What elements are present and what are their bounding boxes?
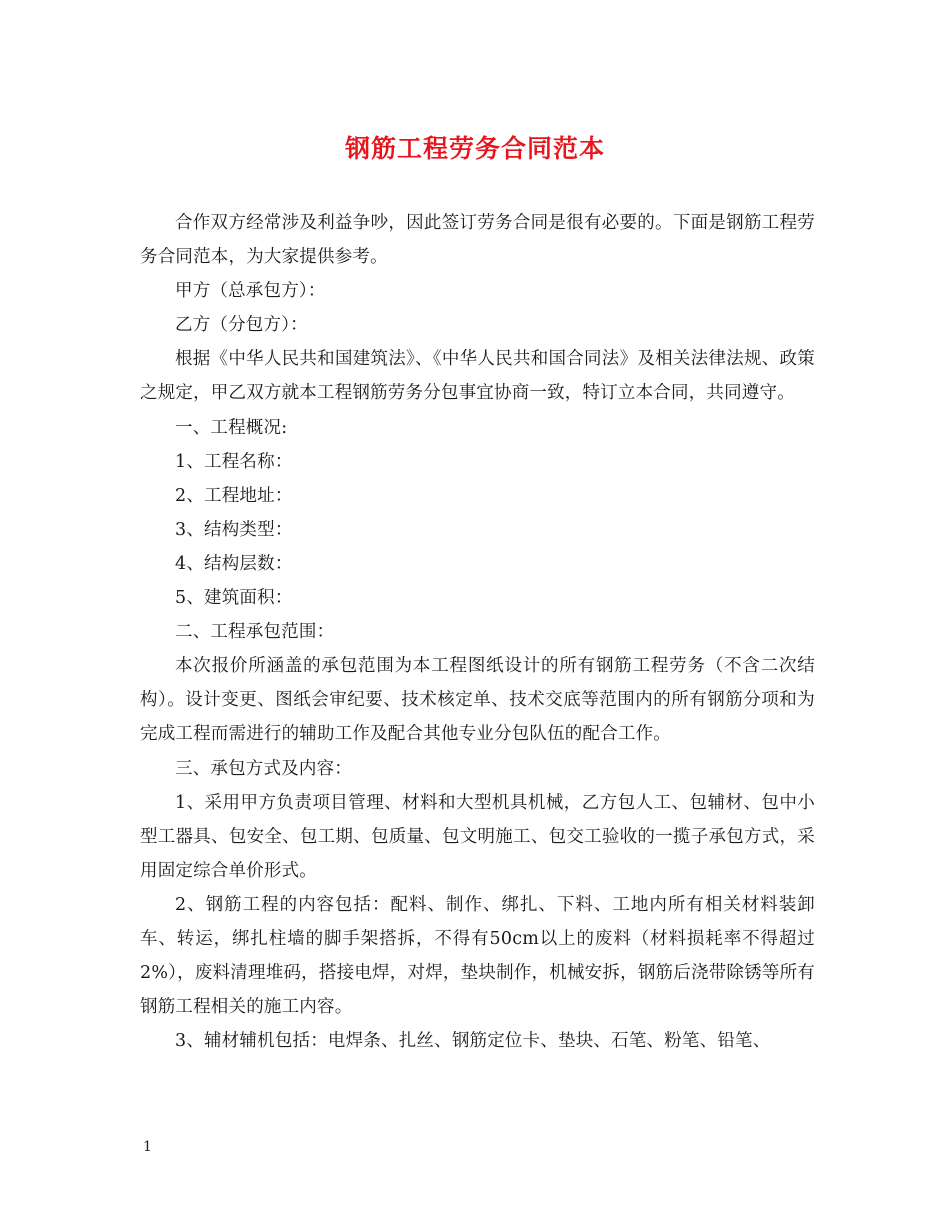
document-title: 钢筋工程劳务合同范本 xyxy=(344,134,605,163)
document-body xyxy=(140,206,815,1058)
paragraph-method-3: 3、辅材辅机包括：电焊条、扎丝、钢筋定位卡、垫块、石笔、粉笔、铅笔、 xyxy=(175,1031,771,1052)
paragraph-method-2: 2、钢筋工程的内容包括：配料、制作、绑扎、下料、工地内所有相关材料装卸车、转运，绑扎柱墙的脚手架搭拆，不得有50cm以上的废料（材料损耗率不得超过2%），废料清理堆码，搭接电焊，对焊，垫块制作，机械安拆，钢筋后浇带除锈等所有钢筋工程相关的施工内容。 xyxy=(140,894,815,1018)
paragraph-method-1: 1、采用甲方负责项目管理、材料和大型机具机械，乙方包人工、包辅材、包中小型工器具、包安全、包工期、包质量、包文明施工、包交工验收的一揽子承包方式，采用固定综合单价形式。 xyxy=(140,792,815,881)
section-heading-method: 三、承包方式及内容： xyxy=(175,758,352,779)
page-number: 1 xyxy=(143,1139,152,1155)
list-item-building-area: 5、建筑面积： xyxy=(175,588,293,609)
paragraph-party-b: 乙方（分包方）： xyxy=(175,315,308,336)
list-item-project-name: 1、工程名称： xyxy=(175,451,293,472)
list-item-project-address: 2、工程地址： xyxy=(175,485,293,506)
list-item-structure-floors: 4、结构层数： xyxy=(175,553,293,574)
paragraph-intro: 合作双方经常涉及利益争吵，因此签订劳务合同是很有必要的。下面是钢筋工程劳务合同范本，为大家提供参考。 xyxy=(140,213,815,268)
paragraph-scope: 本次报价所涵盖的承包范围为本工程图纸设计的所有钢筋工程劳务（不含二次结构）。设计变更、图纸会审纪要、技术核定单、技术交底等范围内的所有钢筋分项和为完成工程而需进行的辅助工作及配合其他专业分包队伍的配合工作。 xyxy=(140,656,815,745)
section-heading-overview: 一、工程概况: xyxy=(175,417,288,438)
paragraph-party-a: 甲方（总承包方）： xyxy=(175,281,326,302)
list-item-structure-type: 3、结构类型： xyxy=(175,519,293,540)
paragraph-legal-basis: 根据《中华人民共和国建筑法》、《中华人民共和国合同法》及相关法律法规、政策之规定，甲乙双方就本工程钢筋劳务分包事宜协商一致，特订立本合同，共同遵守。 xyxy=(140,349,815,404)
section-heading-scope: 二、工程承包范围： xyxy=(175,622,335,643)
